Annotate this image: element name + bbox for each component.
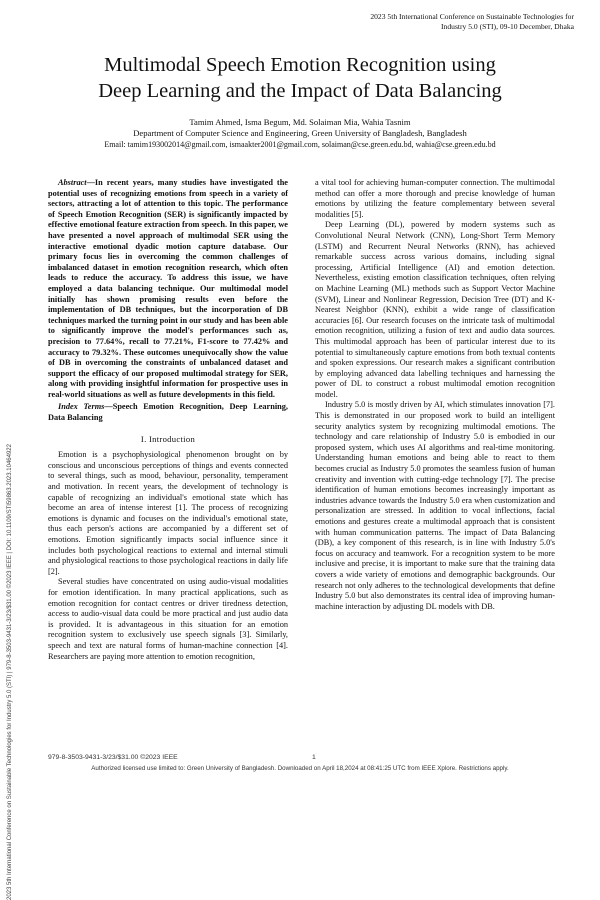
section-heading-introduction: I. Introduction <box>140 433 196 444</box>
abstract-text: In recent years, many studies have investigated the potential uses of recognizing emotions from speech in a variety of sectors, attracting a lot of attention to this topic. The performance of Speech Emotion Recognition (SER) is significantly impacted by effective emotional feature extraction from speech. In this paper, we have presented a novel approach of multimodal SER using the interactive emotional dyadic motion capture database. Our primary focus lies in overcoming the common challenges of imbalanced dataset in emotion recognition research, which often leads to reduce the accuracy. To address this issue, we have employed a data balancing technique. Our multimodal model initially has shown promising results even before the implementation of DB techniques, but the incorporation of DB techniques marked the turning point in our study and has been able to significantly improve the model's performances such as, precision to 77.64%, recall to 77.21%, F1-score to 77.42% and accuracy to 79.32%. These outcomes unequivocally show the value of DB in overcoming the constraints of unbalanced dataset and support the efficacy of our proposed multimodal strategy for SER, along with providing insightful information for prospective uses in real-world situations as well as future developments in this field. <box>48 178 288 399</box>
conference-header-line2: Industry 5.0 (STI), 09-10 December, Dhaka <box>441 22 574 31</box>
intro-paragraph-4: Deep Learning (DL), powered by modern systems such as Convolutional Neural Network (CNN), Long-Short Term Memory (LSTM) and Recurrent Neural Networks (RNN), has achieved remarkable success across various domains, including signal processing, Artificial Intelligence (AI) and emotion detection. Nevertheless, existing emotion classification techniques, often relying on Machine Learning (ML) methods such as Support Vector Machine (SVM), Linear and Nonlinear Regression, Decision Tree (DT) and K-Nearest Neighbor (KNN), exhibit a wide range of classification accuracies [6]. Our research focuses on the intricate task of multimodal emotion recognition, utilizing a fusion of text and audio data sources. This multimodal approach has been of particular interest due to its potential to simultaneously capture emotions from both textual contents and spoken expressions. Our research makes a significant contribution by employing advanced data labelling techniques and harnessing the power of DL to construct a robust multimodal emotion recognition model. <box>315 220 555 399</box>
index-terms-label: Index Terms <box>58 402 105 412</box>
footer-isbn: 979-8-3503-9431-3/23/$31.00 ©2023 IEEE <box>48 754 178 761</box>
abstract: Abstract—In recent years, many studies have investigated the potential uses of recognizing emotions from speech in a variety of sectors, attracting a lot of attention to this topic. The performance of Speech Emotion Recognition (SER) is significantly impacted by effective emotional feature extraction from speech. In this paper, we have presented a novel approach of multimodal SER using the interactive emotional dyadic motion capture database. Our primary focus lies in overcoming the common challenges of imbalanced dataset in emotion recognition research, which often leads to reduce the accuracy. To address this issue, we have employed a data balancing technique. Our multimodal model initially has shown promising results even before the implementation of DB techniques, but the incorporation of DB techniques marked the turning point in our study and has been able to significantly improve the model's performances such as, precision to 77.64%, recall to 77.21%, F1-score to 77.42% and accuracy to 79.32%. These outcomes unequivocally show the value of DB in overcoming the constraints of unbalanced dataset and support the efficacy of our proposed multimodal strategy for SER, along with providing insightful information for prospective uses in real-world situations as well as future developments in this field. <box>48 178 288 399</box>
intro-paragraph-3: a vital tool for achieving human-computer connection. The multimodal method can offer a more thorough and precise knowledge of human emotions by utilizing the feature complementary between several modalities [5]. <box>315 178 555 219</box>
paper-authors: Tamim Ahmed, Isma Begum, Md. Solaiman Mia, Wahia Tasnim <box>189 117 411 127</box>
paper-title-line1: Multimodal Speech Emotion Recognition using <box>104 54 496 76</box>
intro-paragraph-2: Several studies have concentrated on using audio-visual modalities for emotion identification. In many practical applications, such as emotion recognition for contact centres or driver tiredness detection, access to audio-visual data could be more practical and just audio data is provided. It is advantageous in this situation for an emotion recognition system to exclusively use speech signals [3]. Similarly, speech and text are natural forms of human-machine connection [4]. Researchers are paying more attention to emotion recognition, <box>48 577 288 661</box>
left-column <box>48 178 288 662</box>
intro-paragraph-1: Emotion is a psychophysiological phenomenon brought on by conscious and unconscious perceptions of things and events connected to several things, such as mood, behaviour, personality, temperament and motivation. In recent years, the development of technology is capable of recognizing an individual's emotional state which has become an area of intense interest [1]. The process of recognizing emotions is dynamic and focuses on the individual's emotional state, thus each person's actions are accompanied by a different set of emotions. Emotion significantly impacts social influence since it includes both psychological reactions to external and internal stimuli and physiological reactions to those psychological reactions in daily life [2]. <box>48 450 288 576</box>
page-number: 1 <box>312 754 316 761</box>
conference-header-line1: 2023 5th International Conference on Sustainable Technologies for <box>370 12 574 21</box>
side-doi-strip: 2023 5th International Conference on Sustainable Technologies for Industry 5.0 (STI) | 979-8-3503-9431-3/23/$31.00 ©2023 IEEE | DOI: 10.1109/STI59863.2023.10464922 <box>7 444 13 900</box>
intro-paragraph-5: Industry 5.0 is mostly driven by AI, which stimulates innovation [7]. This is demonstrated in our proposed work to build an intelligent security analytics system by recognizing multimodal emotions. The technology and care relationship of Industry 5.0 is embodied in our proposed system, which uses AI algorithms and real-time monitoring. Understanding human emotions and being able to react to them becomes crucial as Industry 5.0 promotes the seamless fusion of human creativity and invention with cutting-edge technology [7]. The precise identification of human emotions becomes increasingly important as industries advance towards the Industry 5.0 era when customization and personalization are stressed. In addition to vocal inflections, facial emotions and gestures create a multimodal approach that is consistent with human communication patterns. The impact of Data Balancing (DB), a key component of this research, is in line with Industry 5.0's focus on accuracy and teamwork. For a recognition system to be more inclusive and precise, it is important to make sure that the training data covers a wide variety of emotions and demographic backgrounds. Our research not only adheres to the technological developments that define Industry 5.0 but also demonstrates its central idea of improving human-machine interaction by adjusting DL models with DB. <box>315 400 555 611</box>
paper-affiliation: Department of Computer Science and Engineering, Green University of Bangladesh, Bangladesh <box>133 128 467 138</box>
authorized-use-notice: Authorized licensed use limited to: Green University of Bangladesh. Downloaded on April 18,2024 at 08:41:25 UTC from IEEE Xplore. Restrictions apply. <box>91 765 509 772</box>
index-terms-text: Speech Emotion Recognition, Deep Learning, Data Balancing <box>48 402 288 423</box>
conference-header <box>244 12 574 32</box>
index-terms: Index Terms—Speech Emotion Recognition, Deep Learning, Data Balancing <box>48 402 288 423</box>
abstract-label: Abstract <box>58 178 87 187</box>
paper-title-line2: Deep Learning and the Impact of Data Balancing <box>98 80 502 102</box>
right-column <box>315 178 555 612</box>
paper-title <box>40 52 560 104</box>
paper-emails: Email: tamim193002014@gmail.com, ismaakter2001@gmail.com, solaiman@cse.green.edu.bd, wahia@cse.green.edu.bd <box>104 140 496 149</box>
